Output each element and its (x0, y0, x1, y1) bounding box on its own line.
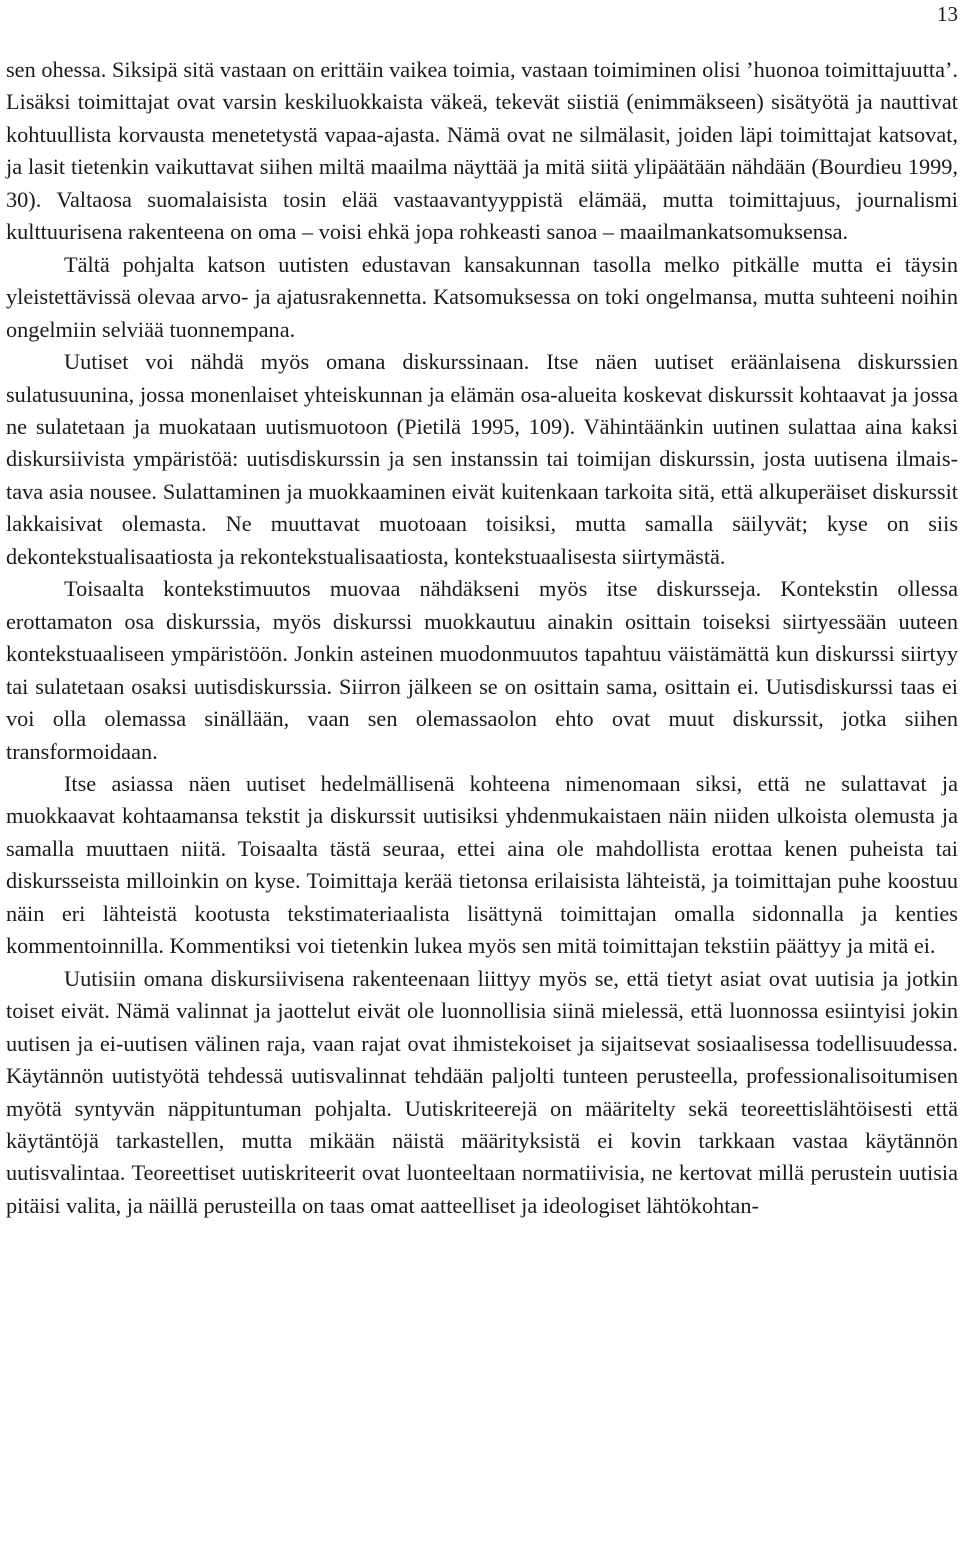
paragraph: Uutiset voi nähdä myös omana diskurssinaan. Itse näen uutiset eräänlaisena diskurssien sulatusuunina, jossa monenlaiset yhteiskunnan ja elämän osa-alueita koskevat diskurssit kohtaavat ja jossa ne sulatetaan ja muokataan uutismuotoon (Pietilä 1995, 109). Vähintäänkin uutinen sulattaa aina kaksi diskursiivista ympäristöä: uutisdiskurssin ja sen instanssin tai toimijan diskurssin, josta uutisena ilmaistava asia nousee. Sulattaminen ja muokkaaminen eivät kuitenkaan tarkoita sitä, että alkuperäiset diskurssit lakkaisivat olemasta. Ne muuttavat muotoaan toisiksi, mutta samalla säilyvät; kyse on siis dekontekstualisaatiosta ja rekontekstualisaatiosta, kontekstuaalisesta siirtymästä. (6, 349, 958, 569)
paragraph: Itse asiassa näen uutiset hedelmällisenä kohteena nimenomaan siksi, että ne sulattavat ja muokkaavat kohtaamansa tekstit ja diskurssit uutisiksi yhdenmukaistaen näin niiden ulkoista olemusta ja samalla muuttaen niitä. Toisaalta tästä seuraa, ettei aina ole mahdollista erottaa kenen puheista tai diskursseista milloinkin on kyse. Toimittaja kerää tietonsa erilaisista lähteistä, ja toimittajan puhe koostuu näin eri lähteistä kootusta tekstimateriaalista lisättynä toimittajan omalla sidonnalla ja kenties kommentoinnilla. Kommentiksi voi tietenkin lukea myös sen mitä toimittajan tekstiin päättyy ja mitä ei. (6, 770, 958, 959)
paragraph: Toisaalta kontekstimuutos muovaa nähdäkseni myös itse diskursseja. Kontekstin ollessa erottamaton osa diskurssia, myös diskurssi muokkautuu ainakin osittain toiseksi siirtyessään uuteen kontekstuaaliseen ympäristöön. Jonkin asteinen muodonmuutos tapahtuu väistämättä kun diskurssi siirtyy tai sulatetaan osaksi uutisdiskurssia. Siirron jälkeen se on osittain sama, osittain ei. Uutisdiskurssi taas ei voi olla olemassa sinällään, vaan sen olemassaolon ehto ovat muut diskurssit, jotka siihen transformoidaan. (6, 576, 958, 764)
paragraph: Tältä pohjalta katson uutisten edustavan kansakunnan tasolla melko pitkälle mutta ei täysin yleistettävissä olevaa arvo- ja ajatusrakennetta. Katsomuksessa on toki ongelmansa, mutta suhteeni noihin ongelmiin selviää tuonnempana. (6, 251, 958, 342)
body-text (6, 54, 958, 1222)
paragraph: sen ohessa. Siksipä sitä vastaan on erittäin vaikea toimia, vastaan toimiminen olisi ’huonoa toimittajuutta’. Lisäksi toimittajat ovat varsin keskiluokkaista väkeä, tekevät siistiä (enimmäkseen) sisätyötä ja nauttivat kohtuullista korvausta menetetystä vapaa-ajasta. Nämä ovat ne silmälasit, joiden läpi toimittajat katsovat, ja lasit tietenkin vaikuttavat siihen miltä maailma näyttää ja mitä siitä ylipäätään nähdään (Bourdieu 1999, 30). Valtaosa suomalaisista tosin elää vastaavantyyppistä elämää, mutta toimittajuus, journalismi kulttuurisena rakenteena on oma – voisi ehkä jopa rohkeasti sanoa – maailmankatsomuksensa. (6, 57, 958, 245)
page-number: 13 (937, 2, 958, 26)
paragraph: Uutisiin omana diskursiivisena rakenteenaan liittyy myös se, että tietyt asiat ovat uutisia ja jotkin toiset eivät. Nämä valinnat ja jaottelut eivät ole luonnollisia siinä mielessä, että luonnossa esiintyisi jokin uutisen ja ei-uutisen välinen raja, vaan rajat ovat ihmistekoiset ja sijaitsevat sosiaalisessa todellisuudessa. Käytännön uutistyötä tehdessä uutisvalinnat tehdään paljolti tunteen perusteella, professionalisoitumisen myötä syntyvän näppituntuman pohjalta. Uutiskriteerejä on määritelty sekä teoreettislähtöisesti että käytäntöjä tarkastellen, mutta mikään näistä määrityksistä ei kovin tarkkaan vastaa käytännön uutisvalintaa. Teoreettiset uutiskriteerit ovat luonteeltaan normatiivisia, ne kertovat millä perustein uutisia pitäisi valita, ja näillä perusteilla on taas omat aatteelliset ja ideologiset lähtökohtan- (6, 965, 958, 1218)
